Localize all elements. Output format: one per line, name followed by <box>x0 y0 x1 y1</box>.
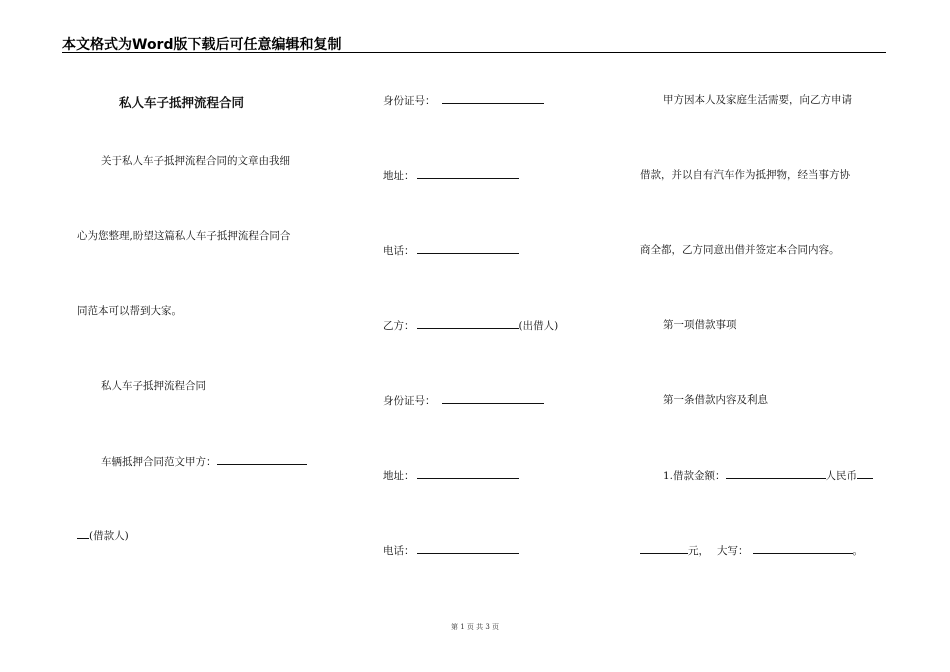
intro-line-2: 心为您整理,盼望这篇私人车子抵押流程合同合 <box>77 230 291 242</box>
section-heading: 第一项借款事项 <box>663 319 737 331</box>
party-b-name-blank <box>417 318 519 329</box>
loan-amount-blank <box>726 468 826 479</box>
loan-amount-currency: 人民币 <box>825 470 858 482</box>
party-a-address-blank <box>417 168 519 179</box>
party-b-phone-line <box>383 543 519 558</box>
party-b-address-blank <box>417 468 519 479</box>
party-a-phone-blank <box>417 243 519 254</box>
party-b-id-blank <box>442 393 544 404</box>
party-a-address-label: 地址： <box>383 170 415 182</box>
loan-amount-digits-blank <box>640 543 688 554</box>
party-b-address-line <box>383 468 519 483</box>
purpose-line-3: 商全都，乙方同意出借并签定本合同内容。 <box>640 244 840 256</box>
party-a-phone-line <box>383 243 519 258</box>
document-header: 本文格式为Word版下载后可任意编辑和复制 <box>62 37 342 53</box>
party-a-id-blank <box>442 93 544 104</box>
loan-amount-words-line <box>640 543 863 558</box>
party-a-name-blank <box>217 454 307 465</box>
party-a-role-line <box>77 528 129 543</box>
party-a-name-blank-continued <box>77 528 89 539</box>
party-b-phone-label: 电话： <box>383 545 415 557</box>
purpose-line-2: 借款，并以自有汽车作为抵押物，经当事方协 <box>640 169 850 181</box>
article-heading: 第一条借款内容及利息 <box>663 394 768 406</box>
uppercase-label: 大写： <box>717 545 749 557</box>
uppercase-amount-blank <box>753 543 853 554</box>
purpose-line-1: 甲方因本人及家庭生活需要，向乙方申请 <box>663 94 852 106</box>
party-b-id-line <box>383 393 544 408</box>
page-indicator: 第 1 页 共 3 页 <box>450 623 500 631</box>
party-b-id-label: 身份证号： <box>383 395 436 407</box>
party-b-role: (出借人) <box>518 320 559 332</box>
party-b-address-label: 地址： <box>383 470 415 482</box>
intro-line-3: 同范本可以帮到大家。 <box>77 305 182 317</box>
party-a-label: 车辆抵押合同范文甲方： <box>101 456 217 468</box>
yuan-label: 元， <box>688 545 709 557</box>
party-b-line <box>383 318 558 333</box>
intro-line-1: 关于私人车子抵押流程合同的文章由我细 <box>101 155 290 167</box>
party-a-address-line <box>383 168 519 183</box>
party-a-phone-label: 电话： <box>383 245 415 257</box>
loan-amount-rmb-blank <box>857 468 873 479</box>
header-divider <box>62 52 886 53</box>
contract-subtitle: 私人车子抵押流程合同 <box>101 380 206 392</box>
loan-amount-label: 1.借款金额： <box>663 470 726 482</box>
party-b-phone-blank <box>417 543 519 554</box>
loan-amount-line <box>663 468 873 483</box>
period-mark: 。 <box>852 545 863 557</box>
party-a-id-line <box>383 93 544 108</box>
party-a-id-label: 身份证号： <box>383 95 436 107</box>
party-a-role: (借款人) <box>89 530 129 542</box>
party-b-label: 乙方： <box>383 320 415 332</box>
party-a-line <box>101 454 307 469</box>
document-title: 私人车子抵押流程合同 <box>119 95 245 110</box>
